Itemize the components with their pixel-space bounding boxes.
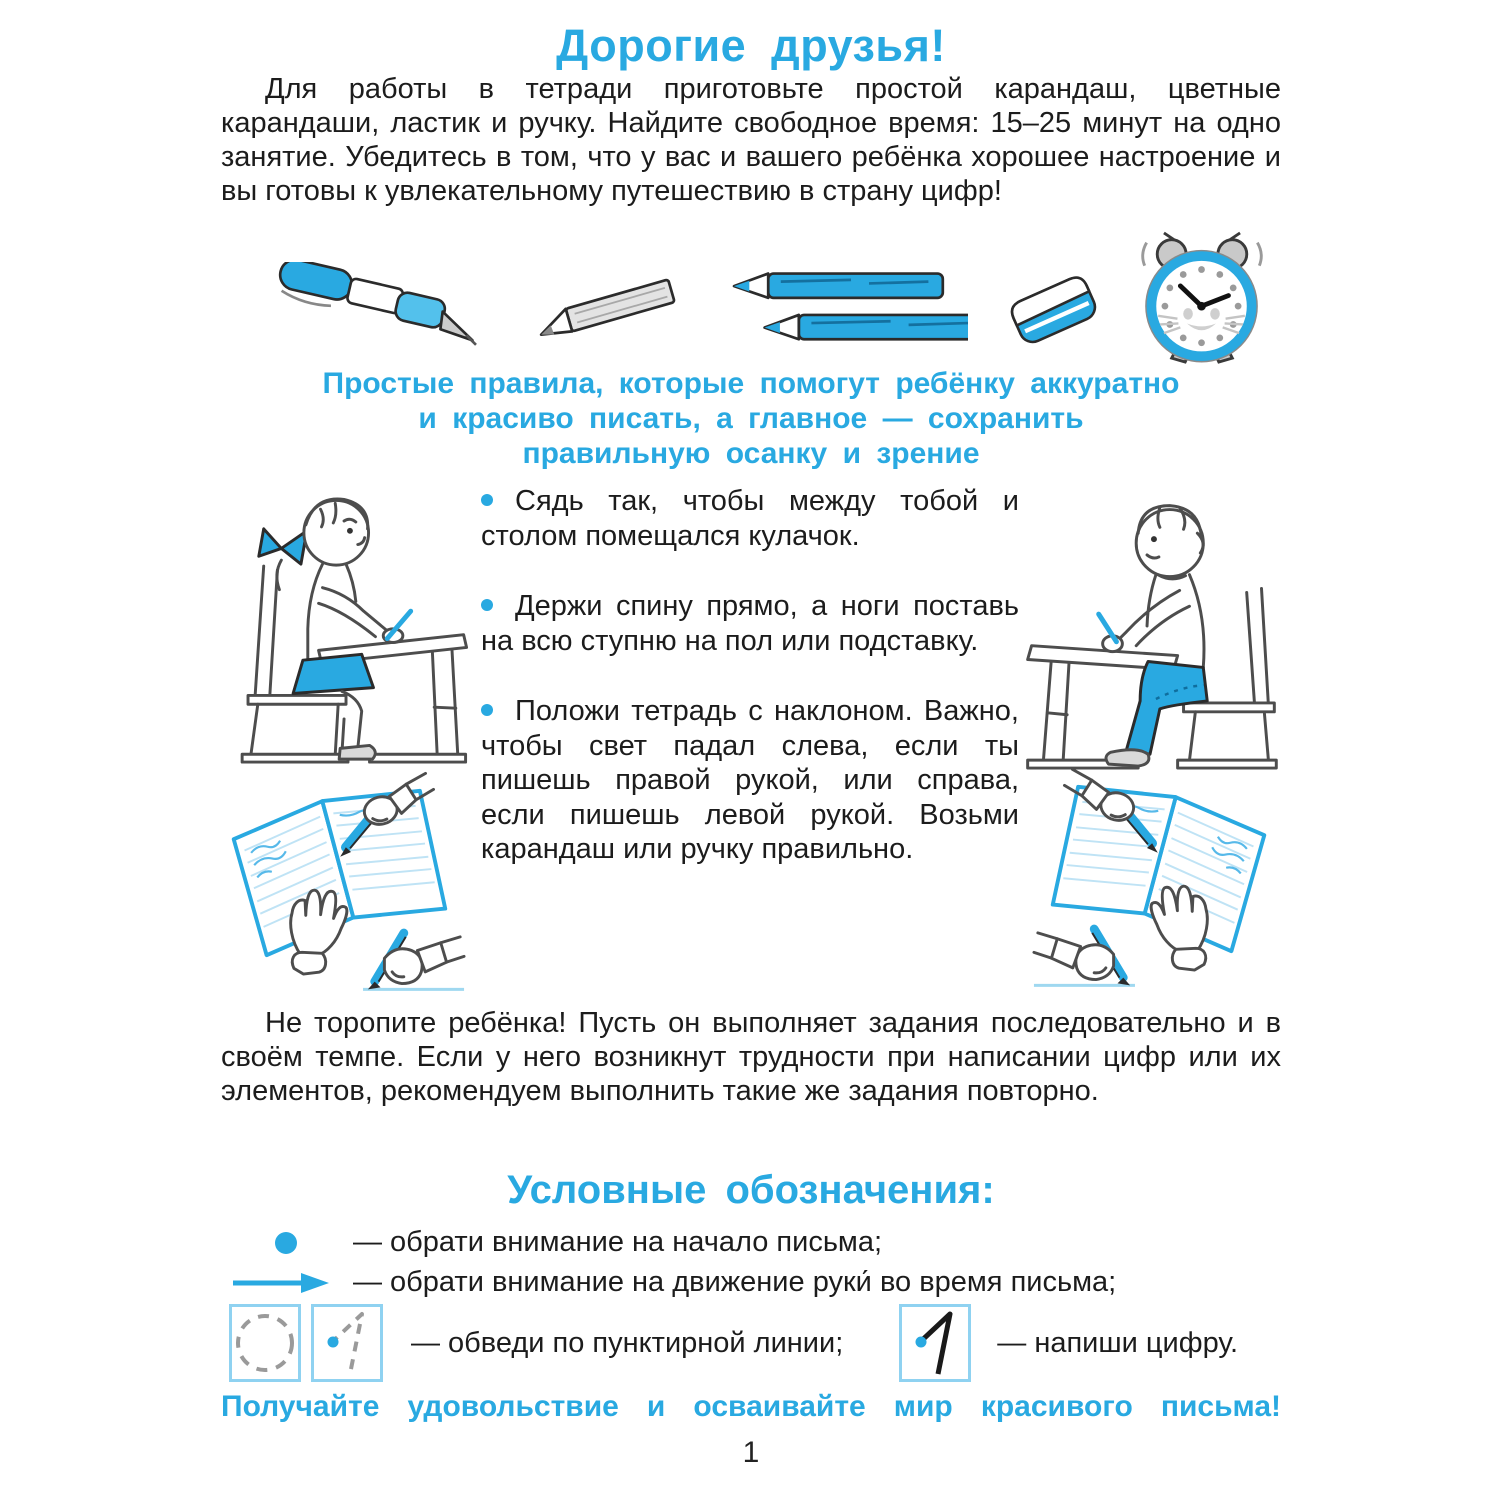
legend-text: — обведи по пунктирной линии; [411, 1326, 844, 1359]
rules-heading-line: правильную осанку и зрение [522, 437, 980, 470]
rule-item [481, 694, 1019, 867]
write-digit-box-icon [899, 1304, 971, 1382]
pencil-icon [524, 269, 682, 351]
rule-text: Держи спину прямо, а ноги поставь на всю ступню на пол или подставку. [481, 590, 1019, 657]
legend-heading: Условные обозначения: [507, 1168, 995, 1212]
legend-item-trace-and-write [221, 1302, 1281, 1384]
alarm-clock-wrap [1137, 227, 1267, 367]
rules-heading-line: Простые правила, которые помогут ребёнку аккуратно [322, 367, 1180, 400]
dashed-circle-box-icon [229, 1304, 301, 1382]
rules-heading-line: и красиво писать, а главное — сохранить [418, 402, 1084, 435]
girl [259, 499, 411, 759]
girl-writing-at-desk-illustration [221, 472, 473, 766]
rules-list [481, 484, 1019, 903]
legend-item-motion-arrow [221, 1266, 1281, 1299]
tilted-notebook-right-hand-illustration [221, 764, 473, 1002]
legend-text: — обрати внимание на начало письма; [353, 1226, 883, 1258]
rules-heading [221, 366, 1281, 471]
bullet-dot-icon [481, 599, 493, 611]
legend-text: — напиши цифру. [997, 1326, 1239, 1359]
boy-writing-at-desk-illustration [1021, 476, 1279, 772]
alarm-clock-icon [1137, 227, 1267, 367]
eraser-icon [1003, 263, 1103, 357]
legend-item-start-dot [221, 1226, 1281, 1259]
legend-text: — обрати внимание на движение руки́ во время письма; [353, 1266, 1117, 1298]
dashed-digit-box-icon [311, 1304, 383, 1382]
closing-motto: Получайте удовольствие и осваивайте мир красивого письма! [221, 1390, 1281, 1423]
bullet-dot-icon [481, 494, 493, 506]
page-number: 1 [742, 1436, 760, 1469]
rule-item [481, 484, 1019, 553]
page-title: Дорогие друзья! [556, 20, 946, 71]
page-content [221, 0, 1281, 1500]
colored-pencils-icon [716, 261, 968, 359]
bullet-dot-icon [481, 704, 493, 716]
start-dot-icon [275, 1232, 297, 1254]
rule-text: Сядь так, чтобы между тобой и столом помещался кулачок. [481, 485, 1019, 552]
tilted-notebook-left-hand-illustration [1025, 760, 1277, 998]
boy [1099, 506, 1208, 766]
rule-item [481, 589, 1019, 658]
advice-paragraph: Не торопите ребёнка! Пусть он выполняет задания последовательно и в своём темпе. Если у него возникнут трудности при написании цифр или их элементов, рекомендуем выполнить такие же задания повторно. [221, 1007, 1281, 1107]
rule-text: Положи тетрадь с наклоном. Важно, чтобы свет падал слева, если ты пишешь правой рукой, или справа, если пишешь левой рукой. Возьми карандаш или ручку правильно. [481, 695, 1019, 865]
tools-illustration-row [221, 250, 1281, 370]
pen-icon [267, 262, 489, 358]
intro-paragraph: Для работы в тетради приготовьте простой карандаш, цветные карандаши, ластик и ручку. Найдите свободное время: 15–25 минут на одно занятие. Убедитесь в том, что у вас и вашего ребёнка хорошее настроение и вы готовы к увлекательному путешествию в страну цифр! [221, 73, 1281, 207]
motion-arrow-icon [231, 1270, 331, 1296]
